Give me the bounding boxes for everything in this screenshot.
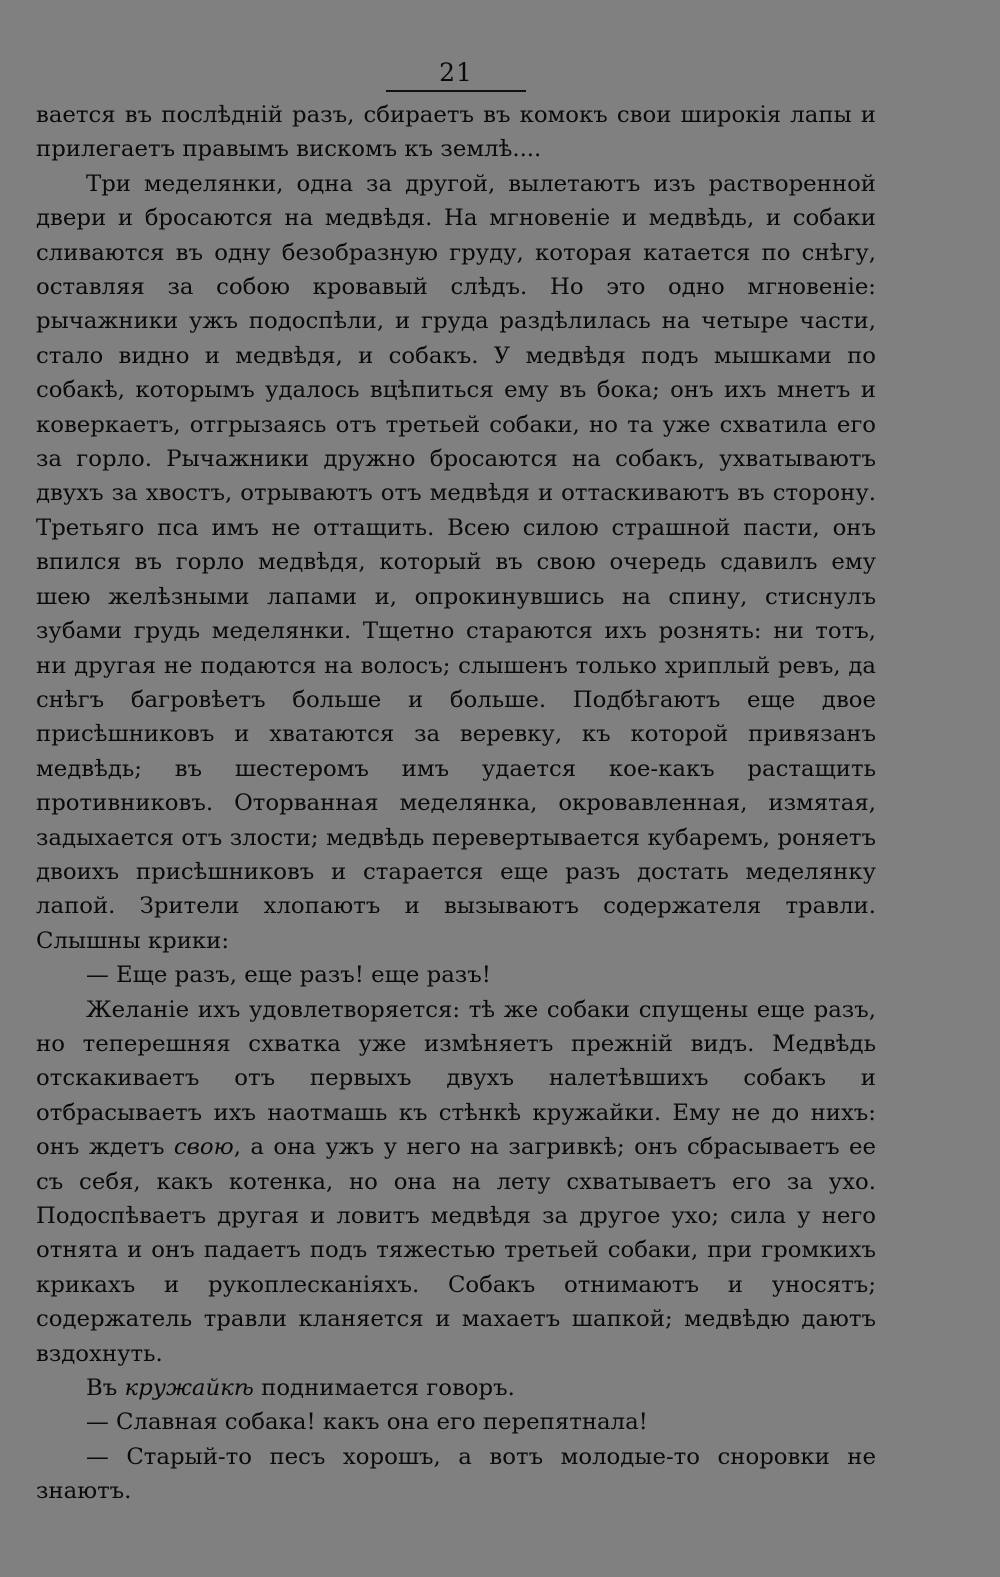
page-text <box>36 98 876 1509</box>
text-segment: поднимается говоръ. <box>253 1375 515 1402</box>
text-segment: Три меделянки, одна за другой, вылетаютъ изъ растворенной двери и бросаются на медвѣдя. На мгновенiе и медвѣдь, и собаки сливаются въ одну безобразную груду, которая катается по снѣгу, оставляя за собою кровавый слѣдъ. Но это одно мгновенiе: рычажники ужъ подоспѣли, и груда раздѣлилась на четыре части, стало видно и медвѣдя, и собакъ. У медвѣдя подъ мышками по собакѣ, которымъ удалось вцѣпиться ему въ бока; онъ ихъ мнетъ и коверкаетъ, отгрызаясь отъ третьей собаки, но та уже схватила его за горло. Рычажники дружно бросаются на собакъ, ухватываютъ двухъ за хвостъ, отрываютъ отъ медвѣдя и оттаскиваютъ въ сторону. Третьяго пса имъ не оттащить. Всею силою страшной пасти, онъ впился въ горло медвѣдя, который въ свою очередь сдавилъ ему шею желѣзными лапами и, опрокинувшись на спину, стиснулъ зубами грудь меделянки. Тщетно стараются ихъ рознять: ни тотъ, ни другая не подаются на волосъ; слышенъ только хриплый ревъ, да снѣгъ багровѣетъ больше и больше. Подбѣгаютъ еще двое присѣшниковъ и хватаются за веревку, къ которой привязанъ медвѣдь; въ шестеромъ имъ удается кое-какъ растащить противниковъ. Оторванная меделянка, окровавленная, измятая, задыхается отъ злости; медвѣдь перевертывается кубаремъ, роняетъ двоихъ присѣшниковъ и старается еще разъ достать меделянку лапой. Зрители хлопаютъ и вызываютъ содержателя травли. Слышны крики: <box>36 170 876 954</box>
paragraph <box>36 98 876 167</box>
text-segment: — Старый-то песъ хорошъ, а вотъ молодые-то сноровки не знаютъ. <box>36 1443 876 1505</box>
text-segment: вается въ послѣднiй разъ, сбираетъ въ комокъ свои широкiя лапы и прилегаетъ правымъ вискомъ къ землѣ.... <box>36 102 876 163</box>
paragraph <box>36 1440 876 1509</box>
text-segment: , а она ужъ у него на загривкѣ; онъ сбрасываетъ ее съ себя, какъ котенка, но она на лету схватываетъ его за ухо. Подоспѣваетъ другая и ловитъ медвѣдя за другое ухо; сила у него отнята и онъ падаетъ подъ тяжестью третьей собаки, при громкихъ крикахъ и рукоплесканiяхъ. Собакъ отнимаютъ и уносятъ; содержатель травли кланяется и махаетъ шапкой; медвѣдю даютъ вздохнуть. <box>36 1134 876 1367</box>
paragraph <box>36 1405 876 1439</box>
emphasis-text: кружайкѣ <box>124 1375 254 1402</box>
page-number: 21 <box>386 58 526 92</box>
emphasis-text: свою <box>173 1134 234 1161</box>
text-segment: — Славная собака! какъ она его перепятнала! <box>86 1409 648 1436</box>
paragraph <box>36 167 876 958</box>
paragraph <box>36 993 876 1371</box>
paragraph <box>36 1371 876 1405</box>
text-segment: Желанiе ихъ удовлетворяется: тѣ же собаки спущены еще разъ, но теперешняя схватка уже измѣняетъ прежнiй видъ. Медвѣдь отскакиваетъ отъ первыхъ двухъ налетѣвшихъ собакъ и отбрасываетъ ихъ наотмашь къ стѣнкѣ кружайки. Ему не до нихъ: онъ ждетъ <box>36 996 876 1161</box>
book-page <box>36 58 876 1509</box>
text-segment: — Еще разъ, еще разъ! еще разъ! <box>86 962 491 989</box>
text-segment: Въ <box>86 1375 125 1402</box>
paragraph <box>36 958 876 992</box>
